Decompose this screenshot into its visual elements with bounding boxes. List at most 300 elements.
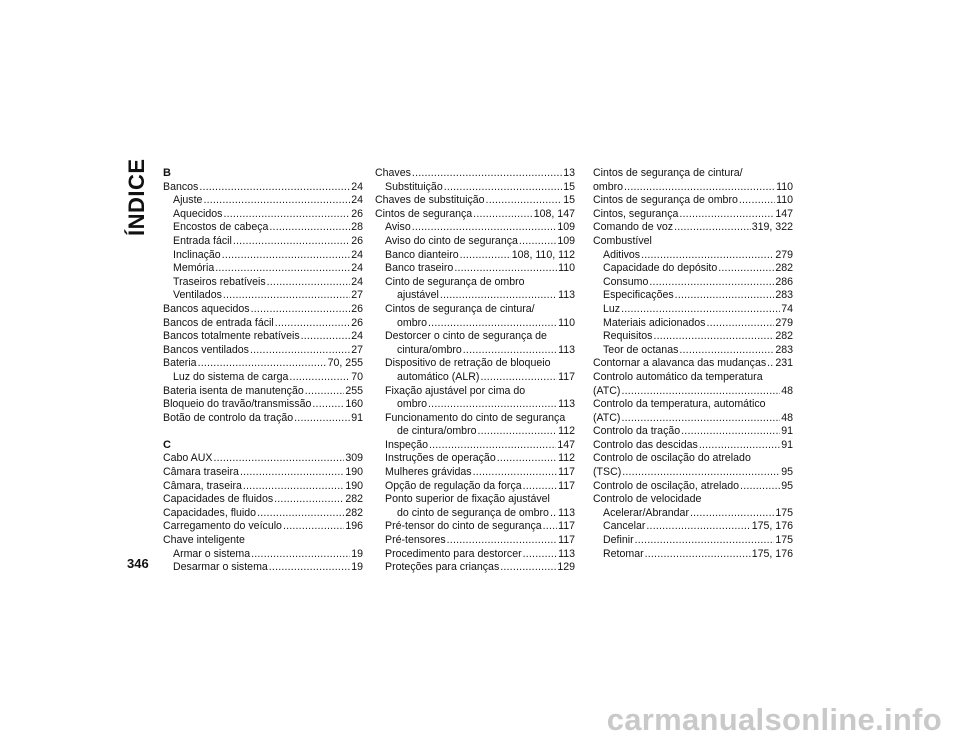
entry-pages: 13 (563, 167, 575, 179)
entry-pages: 109 (557, 221, 575, 234)
entry-term: Cintos, segurança (593, 207, 679, 220)
index-entry (375, 452, 575, 466)
entry-term: Traseiros rebatíveis (173, 275, 266, 288)
dot-leader (679, 208, 774, 222)
dot-leader (543, 520, 557, 534)
index-entry (163, 330, 363, 344)
entry-term: ombro (397, 316, 428, 329)
entry-pages: 15 (563, 194, 575, 207)
index-entry (593, 344, 793, 358)
dot-leader (519, 235, 556, 249)
side-section-title: ÍNDICE (124, 158, 149, 236)
dot-leader (301, 330, 351, 344)
entry-term: Bancos ventilados (163, 343, 249, 356)
entry-pages: 112 (558, 425, 575, 438)
index-column-3 (593, 167, 793, 561)
entry-term: Instruções de operação (385, 452, 496, 465)
dot-leader (649, 276, 774, 290)
entry-pages: 109 (557, 234, 575, 247)
index-entry (375, 520, 575, 534)
dot-leader (412, 167, 562, 181)
entry-pages: 282 (345, 493, 363, 506)
entry-pages: 48 (781, 384, 793, 397)
entry-pages: 24 (351, 262, 363, 275)
entry-pages: 24 (351, 180, 363, 193)
entry-term: Capacidades de fluidos (163, 493, 274, 506)
entry-term: Bateria isenta de manutenção (163, 384, 304, 397)
entry-pages: 15 (563, 180, 575, 193)
dot-leader (289, 371, 350, 385)
dot-leader (428, 317, 557, 331)
index-entry (375, 194, 575, 208)
entry-term: Bloqueio do travão/transmissão (163, 398, 312, 411)
entry-term: Aquecidos (173, 207, 223, 220)
dot-leader (243, 480, 344, 494)
index-entry (593, 548, 793, 562)
dot-leader (447, 534, 557, 548)
dot-leader (223, 208, 350, 222)
entry-term: Ventilados (173, 289, 222, 302)
entry-term: Pré-tensores (385, 534, 446, 547)
entry-term: Cintos de segurança (375, 207, 473, 220)
entry-term: do cinto de segurança de ombro (397, 506, 549, 519)
index-entry (375, 466, 575, 480)
entry-pages: 108, 147 (533, 207, 575, 220)
entry-pages: 117 (558, 520, 575, 533)
section-gap (163, 425, 363, 439)
index-entry (375, 262, 575, 276)
index-entry (163, 181, 363, 195)
entry-term: Retomar (603, 547, 644, 560)
index-column-1 (163, 167, 363, 575)
index-entry (593, 303, 793, 317)
entry-term: Memória (173, 262, 215, 275)
index-entry (593, 480, 793, 494)
entry-pages: 19 (351, 561, 363, 574)
entry-pages: 95 (781, 479, 793, 492)
index-entry (375, 534, 575, 548)
entry-term: Proteções para crianças (385, 561, 500, 574)
index-entry (163, 221, 363, 235)
entry-term: Comando de voz (593, 221, 674, 234)
index-entry (163, 548, 363, 562)
dot-leader (621, 303, 780, 317)
entry-pages: 27 (351, 343, 363, 356)
entry-pages: 282 (345, 506, 363, 519)
index-column-2 (375, 167, 575, 575)
dot-leader (223, 289, 350, 303)
entry-pages: 70, 255 (327, 357, 363, 370)
entry-pages: 26 (351, 234, 363, 247)
entry-pages: 117 (558, 534, 575, 547)
dot-leader (412, 221, 557, 235)
dot-leader (500, 561, 556, 575)
entry-term: Botão de controlo da tração (163, 411, 294, 424)
index-entry (375, 167, 575, 181)
index-entry (163, 262, 363, 276)
index-entry (593, 466, 793, 480)
entry-term: ajustável (397, 289, 439, 302)
entry-pages: 190 (345, 479, 363, 492)
entry-pages: 27 (351, 289, 363, 302)
dot-leader (440, 289, 557, 303)
dot-leader (429, 439, 556, 453)
index-entry (593, 330, 793, 344)
index-heading: Cintos de segurança de cintura/ (385, 302, 535, 315)
dot-leader (463, 344, 557, 358)
index-entry (163, 507, 363, 521)
entry-term: Controlo da tração (593, 425, 681, 438)
entry-pages: 117 (558, 370, 575, 383)
entry-pages: 190 (345, 466, 363, 479)
index-heading: Controlo automático da temperatura (593, 370, 763, 383)
page-number: 346 (127, 556, 149, 571)
entry-pages: 231 (775, 357, 793, 370)
entry-term: Opção de regulação da força (385, 479, 522, 492)
index-heading: Cintos de segurança de cintura/ (593, 167, 743, 179)
entry-term: Teor de octanas (603, 343, 679, 356)
dot-leader (523, 480, 557, 494)
entry-term: Bateria (163, 357, 197, 370)
entry-term: cintura/ombro (397, 343, 462, 356)
entry-term: de cintura/ombro (397, 425, 477, 438)
entry-pages: 175, 176 (751, 520, 793, 533)
entry-term: Aviso (385, 221, 411, 234)
entry-term: (ATC) (593, 411, 621, 424)
index-entry (593, 181, 793, 195)
index-entry (375, 561, 575, 575)
dot-leader (444, 181, 562, 195)
entry-term: Aditivos (603, 248, 641, 261)
index-entry (375, 221, 575, 235)
entry-term: Banco dianteiro (385, 248, 459, 261)
dot-leader (312, 398, 344, 412)
entry-pages: 110 (776, 194, 793, 207)
entry-term: Consumo (603, 275, 649, 288)
dot-leader (240, 466, 344, 480)
entry-pages: 110 (558, 262, 575, 275)
dot-leader (460, 249, 511, 263)
entry-pages: 24 (351, 330, 363, 343)
index-entry (163, 303, 363, 317)
index-entry (163, 385, 363, 399)
dot-leader (198, 357, 327, 371)
index-heading: Combustível (593, 234, 652, 247)
entry-term: Inclinação (173, 248, 221, 261)
entry-pages: 113 (558, 547, 575, 560)
dot-leader (203, 194, 350, 208)
entry-pages: 117 (558, 466, 575, 479)
entry-pages: 175, 176 (751, 547, 793, 560)
entry-term: Pré-tensor do cinto de segurança (385, 520, 542, 533)
index-entry (593, 534, 793, 548)
dot-leader (233, 235, 350, 249)
dot-leader (250, 344, 350, 358)
entry-pages: 26 (351, 302, 363, 315)
index-heading: Dispositivo de retração de bloqueio (385, 357, 551, 370)
index-entry (375, 548, 575, 562)
entry-term: Controlo das descidas (593, 438, 698, 451)
dot-leader (635, 534, 775, 548)
index-entry (593, 208, 793, 222)
dot-leader (251, 548, 350, 562)
entry-term: Chaves de substituição (375, 194, 485, 207)
entry-pages: 74 (781, 302, 793, 315)
entry-term: Ajuste (173, 194, 203, 207)
index-entry (593, 249, 793, 263)
section-letter: C (163, 438, 171, 451)
entry-term: Requisitos (603, 330, 653, 343)
dot-leader (739, 194, 775, 208)
dot-leader (550, 507, 557, 521)
entry-term: Câmara, traseira (163, 479, 242, 492)
index-entry (163, 561, 363, 575)
index-heading: Destorcer o cinto de segurança de (385, 330, 547, 343)
entry-pages: 283 (775, 289, 793, 302)
index-entry (593, 276, 793, 290)
index-entry (593, 412, 793, 426)
dot-leader (679, 344, 774, 358)
index-heading: Cinto de segurança de ombro (385, 275, 525, 288)
index-entry (163, 493, 363, 507)
entry-term: Cintos de segurança de ombro (593, 194, 738, 207)
index-entry (163, 317, 363, 331)
dot-leader (690, 507, 774, 521)
index-entry (375, 181, 575, 195)
entry-pages: 26 (351, 207, 363, 220)
entry-pages: 91 (781, 425, 793, 438)
index-entry (163, 466, 363, 480)
entry-term: Carregamento do veículo (163, 520, 282, 533)
dot-leader (674, 221, 751, 235)
entry-pages: 113 (558, 398, 575, 411)
section-letter: B (163, 167, 171, 179)
entry-term: Capacidades, fluido (163, 506, 257, 519)
entry-term: Mulheres grávidas (385, 466, 472, 479)
entry-pages: 110 (558, 316, 575, 329)
entry-term: Bancos aquecidos (163, 302, 250, 315)
index-entry (593, 385, 793, 399)
entry-term: Contornar a alavanca das mudanças (593, 357, 767, 370)
entry-pages: 286 (775, 275, 793, 288)
entry-term: Bancos de entrada fácil (163, 316, 274, 329)
dot-leader (478, 425, 558, 439)
index-entry (375, 289, 575, 303)
entry-pages: 70 (351, 370, 363, 383)
index-entry (593, 262, 793, 276)
index-entry (375, 249, 575, 263)
dot-leader (480, 371, 557, 385)
entry-pages: 113 (558, 343, 575, 356)
dot-leader (251, 303, 351, 317)
entry-pages: 279 (775, 316, 793, 329)
index-entry (593, 357, 793, 371)
entry-pages: 282 (775, 330, 793, 343)
dot-leader (653, 330, 774, 344)
index-entry (375, 439, 575, 453)
entry-term: Bancos (163, 180, 199, 193)
entry-pages: 147 (557, 438, 575, 451)
index-heading: Controlo de velocidade (593, 493, 702, 506)
entry-pages: 279 (775, 248, 793, 261)
dot-leader (213, 452, 344, 466)
entry-pages: 117 (558, 479, 575, 492)
entry-term: Procedimento para destorcer (385, 547, 522, 560)
watermark-text: carmanualsonline.info (606, 702, 942, 737)
dot-leader (624, 181, 775, 195)
entry-term: Desarmar o sistema (173, 561, 268, 574)
index-entry (375, 235, 575, 249)
entry-pages: 309 (345, 452, 363, 465)
dot-leader (621, 385, 780, 399)
dot-leader (473, 466, 558, 480)
entry-pages: 26 (351, 316, 363, 329)
entry-term: Controlo de oscilação, atrelado (593, 479, 740, 492)
dot-leader (641, 249, 774, 263)
index-entry (593, 221, 793, 235)
entry-pages: 91 (351, 411, 363, 424)
dot-leader (294, 412, 350, 426)
dot-leader (718, 262, 774, 276)
dot-leader (269, 561, 350, 575)
dot-leader (275, 317, 350, 331)
entry-pages: 283 (775, 343, 793, 356)
entry-pages: 175 (775, 534, 793, 547)
dot-leader (454, 262, 557, 276)
entry-term: Banco traseiro (385, 262, 454, 275)
index-entry (163, 398, 363, 412)
entry-pages: 147 (775, 207, 793, 220)
entry-term: (TSC) (593, 466, 622, 479)
entry-pages: 28 (351, 221, 363, 234)
entry-pages: 108, 110, 112 (511, 248, 575, 261)
entry-term: ombro (397, 398, 428, 411)
entry-term: Acelerar/Abrandar (603, 506, 689, 519)
index-heading: Controlo de oscilação do atrelado (593, 452, 751, 465)
dot-leader (699, 439, 780, 453)
index-entry (593, 439, 793, 453)
entry-pages: 95 (781, 466, 793, 479)
entry-pages: 255 (345, 384, 363, 397)
index-entry (163, 235, 363, 249)
entry-term: Cancelar (603, 520, 646, 533)
dot-leader (283, 520, 344, 534)
dot-leader (621, 412, 780, 426)
dot-leader (269, 221, 350, 235)
index-entry (163, 520, 363, 534)
entry-term: Aviso do cinto de segurança (385, 234, 518, 247)
index-entry (163, 249, 363, 263)
dot-leader (428, 398, 557, 412)
dot-leader (497, 452, 557, 466)
index-entry (163, 480, 363, 494)
index-entry (593, 289, 793, 303)
entry-pages: 110 (776, 180, 793, 193)
index-entry (163, 344, 363, 358)
dot-leader (706, 317, 774, 331)
index-entry (375, 371, 575, 385)
dot-leader (215, 262, 350, 276)
dot-leader (274, 493, 344, 507)
index-entry (163, 371, 363, 385)
index-heading: Ponto superior de fixação ajustável (385, 493, 550, 506)
index-entry (375, 317, 575, 331)
dot-leader (646, 520, 750, 534)
entry-term: Bancos totalmente rebatíveis (163, 330, 300, 343)
entry-term: Entrada fácil (173, 234, 232, 247)
entry-term: Armar o sistema (173, 547, 251, 560)
index-heading: Controlo da temperatura, automático (593, 398, 766, 411)
index-entry (163, 208, 363, 222)
dot-leader (305, 385, 345, 399)
entry-term: Encostos de cabeça (173, 221, 269, 234)
entry-term: Luz do sistema de carga (173, 370, 289, 383)
index-heading: Fixação ajustável por cima do (385, 384, 526, 397)
entry-term: Cabo AUX (163, 452, 213, 465)
dot-leader (257, 507, 344, 521)
index-entry (163, 276, 363, 290)
index-entry (593, 507, 793, 521)
index-entry (375, 507, 575, 521)
dot-leader (222, 249, 351, 263)
dot-leader (767, 357, 774, 371)
entry-term: Substituição (385, 180, 443, 193)
dot-leader (681, 425, 780, 439)
entry-pages: 48 (781, 411, 793, 424)
entry-pages: 112 (558, 452, 575, 465)
index-entry (163, 452, 363, 466)
index-entry (375, 208, 575, 222)
index-entry (375, 344, 575, 358)
entry-term: (ATC) (593, 384, 621, 397)
entry-term: Definir (603, 534, 634, 547)
dot-leader (199, 181, 350, 195)
entry-term: Materiais adicionados (603, 316, 706, 329)
index-entry (593, 194, 793, 208)
entry-pages: 113 (558, 289, 575, 302)
entry-term: Capacidade do depósito (603, 262, 718, 275)
index-heading: Chave inteligente (163, 534, 245, 547)
entry-pages: 196 (345, 520, 363, 533)
dot-leader (740, 480, 780, 494)
index-heading: Funcionamento do cinto de segurança (385, 411, 566, 424)
dot-leader (675, 289, 775, 303)
index-entry (375, 425, 575, 439)
dot-leader (267, 276, 351, 290)
entry-term: Especificações (603, 289, 674, 302)
index-entry (593, 520, 793, 534)
dot-leader (473, 208, 533, 222)
dot-leader (523, 548, 557, 562)
entry-pages: 24 (351, 248, 363, 261)
dot-leader (622, 466, 780, 480)
entry-term: ombro (593, 180, 624, 193)
entry-pages: 113 (558, 506, 575, 519)
entry-pages: 319, 322 (751, 221, 793, 234)
index-entry (593, 425, 793, 439)
entry-pages: 282 (775, 262, 793, 275)
entry-term: Câmara traseira (163, 466, 239, 479)
index-entry (163, 412, 363, 426)
entry-term: Inspeção (385, 438, 428, 451)
entry-pages: 24 (351, 275, 363, 288)
entry-term: Chaves (375, 167, 411, 179)
index-entry (375, 398, 575, 412)
dot-leader (645, 548, 751, 562)
entry-pages: 91 (781, 438, 793, 451)
index-entry (163, 289, 363, 303)
entry-term: Luz (603, 302, 621, 315)
